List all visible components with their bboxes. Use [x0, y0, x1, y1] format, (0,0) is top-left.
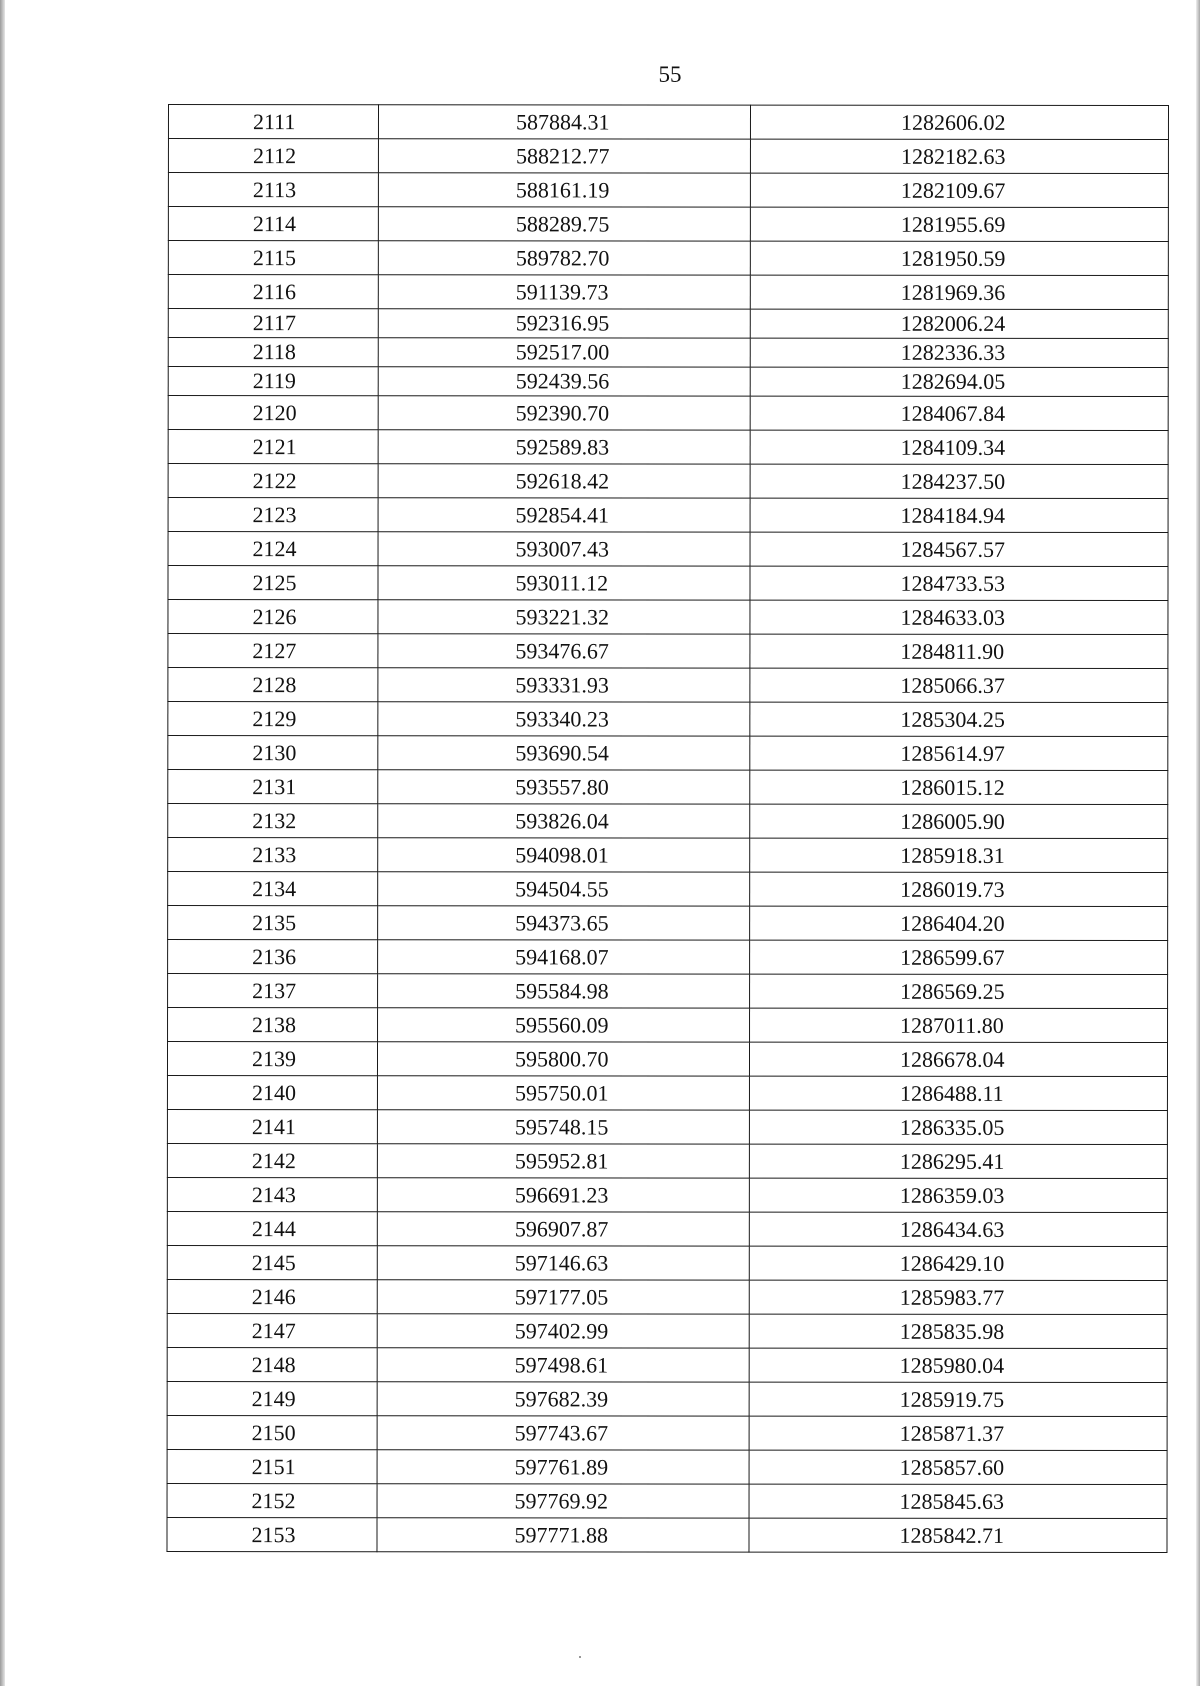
x-coordinate-cell: 593690.54: [378, 736, 750, 770]
y-coordinate-cell: 1282606.02: [750, 105, 1168, 139]
point-id-cell: 2122: [168, 464, 378, 498]
x-coordinate-cell: 597743.67: [377, 1416, 749, 1450]
x-coordinate-cell: 592517.00: [378, 338, 750, 367]
x-coordinate-cell: 593557.80: [378, 770, 750, 804]
table-row: [167, 1211, 1167, 1246]
table-row: [168, 770, 1168, 805]
x-coordinate-cell: 597769.92: [377, 1484, 749, 1518]
y-coordinate-cell: 1281950.59: [750, 241, 1168, 275]
page-number: 55: [658, 62, 682, 87]
x-coordinate-cell: 595584.98: [378, 974, 750, 1008]
table-row: [168, 668, 1168, 703]
point-id-cell: 2153: [167, 1517, 377, 1551]
table-row: [167, 1279, 1167, 1314]
table-row: [167, 1144, 1167, 1179]
y-coordinate-cell: 1285842.71: [749, 1518, 1167, 1552]
y-coordinate-cell: 1282336.33: [750, 338, 1168, 367]
x-coordinate-cell: 594373.65: [378, 906, 750, 940]
point-id-cell: 2150: [167, 1415, 377, 1449]
x-coordinate-cell: 588212.77: [378, 139, 750, 173]
point-id-cell: 2139: [167, 1042, 377, 1076]
table-row: [167, 1449, 1167, 1484]
y-coordinate-cell: 1285918.31: [750, 838, 1168, 872]
x-coordinate-cell: 596907.87: [377, 1212, 749, 1246]
y-coordinate-cell: 1286434.63: [749, 1212, 1167, 1246]
point-id-cell: 2131: [168, 770, 378, 804]
x-coordinate-cell: 593340.23: [378, 702, 750, 736]
table-row: [168, 600, 1168, 635]
table-row: [167, 1517, 1167, 1552]
x-coordinate-cell: 597682.39: [377, 1382, 749, 1416]
table-row: [167, 1245, 1167, 1280]
point-id-cell: 2114: [168, 207, 378, 241]
point-id-cell: 2116: [168, 275, 378, 309]
x-coordinate-cell: 588289.75: [378, 207, 750, 241]
coordinate-table-body: [167, 105, 1169, 1553]
y-coordinate-cell: 1281955.69: [750, 207, 1168, 241]
y-coordinate-cell: 1282694.05: [750, 367, 1168, 396]
point-id-cell: 2125: [168, 566, 378, 600]
x-coordinate-cell: 595750.01: [377, 1076, 749, 1110]
point-id-cell: 2134: [168, 872, 378, 906]
table-row: [167, 1483, 1167, 1518]
x-coordinate-cell: 588161.19: [378, 173, 750, 207]
table-row: [168, 396, 1168, 431]
point-id-cell: 2142: [167, 1144, 377, 1178]
table-row: [168, 498, 1168, 533]
point-id-cell: 2146: [167, 1279, 377, 1313]
table-row: [167, 1347, 1167, 1382]
table-row: [168, 804, 1168, 839]
point-id-cell: 2135: [168, 906, 378, 940]
x-coordinate-cell: 592854.41: [378, 498, 750, 532]
x-coordinate-cell: 592316.95: [378, 309, 750, 338]
point-id-cell: 2127: [168, 634, 378, 668]
x-coordinate-cell: 597146.63: [377, 1246, 749, 1280]
point-id-cell: 2136: [168, 940, 378, 974]
y-coordinate-cell: 1284633.03: [750, 600, 1168, 634]
table-row: [168, 634, 1168, 669]
y-coordinate-cell: 1286429.10: [749, 1246, 1167, 1280]
y-coordinate-cell: 1286599.67: [750, 940, 1168, 974]
table-row: [168, 309, 1168, 339]
table-row: [168, 566, 1168, 601]
y-coordinate-cell: 1284567.57: [750, 532, 1168, 566]
x-coordinate-cell: 595952.81: [377, 1144, 749, 1178]
table-row: [168, 532, 1168, 567]
x-coordinate-cell: 593011.12: [378, 566, 750, 600]
x-coordinate-cell: 587884.31: [378, 105, 750, 139]
x-coordinate-cell: 592589.83: [378, 430, 750, 464]
y-coordinate-cell: 1286019.73: [750, 872, 1168, 906]
x-coordinate-cell: 595560.09: [378, 1008, 750, 1042]
y-coordinate-cell: 1285066.37: [750, 668, 1168, 702]
y-coordinate-cell: 1286005.90: [750, 804, 1168, 838]
point-id-cell: 2130: [168, 736, 378, 770]
x-coordinate-cell: 593007.43: [378, 532, 750, 566]
point-id-cell: 2145: [167, 1245, 377, 1279]
y-coordinate-cell: 1286678.04: [749, 1042, 1167, 1076]
x-coordinate-cell: 595800.70: [377, 1042, 749, 1076]
y-coordinate-cell: 1285845.63: [749, 1484, 1167, 1518]
table-row: [168, 173, 1168, 208]
point-id-cell: 2140: [167, 1076, 377, 1110]
x-coordinate-cell: 593331.93: [378, 668, 750, 702]
point-id-cell: 2119: [168, 367, 378, 396]
table-row: [168, 464, 1168, 499]
y-coordinate-cell: 1285919.75: [749, 1382, 1167, 1416]
table-row: [167, 1110, 1167, 1145]
table-row: [168, 736, 1168, 771]
point-id-cell: 2148: [167, 1347, 377, 1381]
scan-right-edge: [1196, 0, 1200, 1686]
point-id-cell: 2120: [168, 396, 378, 430]
y-coordinate-cell: 1284067.84: [750, 396, 1168, 430]
point-id-cell: 2128: [168, 668, 378, 702]
table-row: [168, 1008, 1168, 1043]
point-id-cell: 2133: [168, 838, 378, 872]
table-row: [167, 1381, 1167, 1416]
table-row: [168, 906, 1168, 941]
point-id-cell: 2112: [168, 139, 378, 173]
table-row: [168, 338, 1168, 368]
x-coordinate-cell: 594504.55: [378, 872, 750, 906]
table-row: [168, 105, 1168, 140]
point-id-cell: 2149: [167, 1381, 377, 1415]
x-coordinate-cell: 597771.88: [377, 1518, 749, 1552]
y-coordinate-cell: 1286359.03: [749, 1178, 1167, 1212]
point-id-cell: 2137: [168, 974, 378, 1008]
y-coordinate-cell: 1286015.12: [750, 770, 1168, 804]
y-coordinate-cell: 1285983.77: [749, 1280, 1167, 1314]
x-coordinate-cell: 593476.67: [378, 634, 750, 668]
point-id-cell: 2124: [168, 532, 378, 566]
y-coordinate-cell: 1286335.05: [749, 1110, 1167, 1144]
y-coordinate-cell: 1284109.34: [750, 430, 1168, 464]
table-row: [168, 838, 1168, 873]
y-coordinate-cell: 1285304.25: [750, 702, 1168, 736]
point-id-cell: 2118: [168, 338, 378, 367]
point-id-cell: 2143: [167, 1177, 377, 1211]
x-coordinate-cell: 594098.01: [378, 838, 750, 872]
scan-speck: [579, 1656, 581, 1658]
point-id-cell: 2132: [168, 804, 378, 838]
table-row: [167, 1313, 1167, 1348]
table-row: [167, 1042, 1167, 1077]
x-coordinate-cell: 597402.99: [377, 1314, 749, 1348]
table-row: [167, 1076, 1167, 1111]
point-id-cell: 2138: [168, 1008, 378, 1042]
table-row: [167, 1415, 1167, 1450]
point-id-cell: 2151: [167, 1449, 377, 1483]
point-id-cell: 2117: [168, 309, 378, 338]
y-coordinate-cell: 1284184.94: [750, 498, 1168, 532]
point-id-cell: 2144: [167, 1211, 377, 1245]
y-coordinate-cell: 1286404.20: [750, 906, 1168, 940]
point-id-cell: 2152: [167, 1483, 377, 1517]
coordinate-table-wrapper: [166, 104, 1168, 1553]
table-row: [168, 207, 1168, 242]
y-coordinate-cell: 1284237.50: [750, 464, 1168, 498]
x-coordinate-cell: 597498.61: [377, 1348, 749, 1382]
x-coordinate-cell: 592618.42: [378, 464, 750, 498]
table-row: [168, 139, 1168, 174]
table-row: [168, 974, 1168, 1009]
table-row: [168, 241, 1168, 276]
y-coordinate-cell: 1286569.25: [750, 974, 1168, 1008]
y-coordinate-cell: 1286488.11: [749, 1076, 1167, 1110]
y-coordinate-cell: 1282109.67: [750, 173, 1168, 207]
y-coordinate-cell: 1285857.60: [749, 1450, 1167, 1484]
x-coordinate-cell: 595748.15: [377, 1110, 749, 1144]
y-coordinate-cell: 1282006.24: [750, 309, 1168, 338]
table-row: [167, 1177, 1167, 1212]
table-row: [168, 872, 1168, 907]
y-coordinate-cell: 1281969.36: [750, 275, 1168, 309]
point-id-cell: 2121: [168, 430, 378, 464]
x-coordinate-cell: 593221.32: [378, 600, 750, 634]
y-coordinate-cell: 1285614.97: [750, 736, 1168, 770]
table-row: [168, 702, 1168, 737]
scan-left-edge: [0, 0, 5, 1686]
x-coordinate-cell: 592390.70: [378, 396, 750, 430]
point-id-cell: 2126: [168, 600, 378, 634]
point-id-cell: 2113: [168, 173, 378, 207]
point-id-cell: 2123: [168, 498, 378, 532]
y-coordinate-cell: 1284733.53: [750, 566, 1168, 600]
point-id-cell: 2147: [167, 1313, 377, 1347]
y-coordinate-cell: 1285871.37: [749, 1416, 1167, 1450]
y-coordinate-cell: 1287011.80: [750, 1008, 1168, 1042]
x-coordinate-cell: 596691.23: [377, 1178, 749, 1212]
point-id-cell: 2115: [168, 241, 378, 275]
y-coordinate-cell: 1282182.63: [750, 139, 1168, 173]
table-row: [168, 275, 1168, 310]
y-coordinate-cell: 1286295.41: [749, 1144, 1167, 1178]
point-id-cell: 2129: [168, 702, 378, 736]
coordinate-table: [166, 104, 1169, 1553]
x-coordinate-cell: 591139.73: [378, 275, 750, 309]
table-row: [168, 940, 1168, 975]
y-coordinate-cell: 1285980.04: [749, 1348, 1167, 1382]
y-coordinate-cell: 1285835.98: [749, 1314, 1167, 1348]
x-coordinate-cell: 594168.07: [378, 940, 750, 974]
point-id-cell: 2141: [167, 1110, 377, 1144]
x-coordinate-cell: 589782.70: [378, 241, 750, 275]
x-coordinate-cell: 597177.05: [377, 1280, 749, 1314]
x-coordinate-cell: 592439.56: [378, 367, 750, 396]
table-row: [168, 367, 1168, 397]
table-row: [168, 430, 1168, 465]
point-id-cell: 2111: [168, 105, 378, 139]
x-coordinate-cell: 593826.04: [378, 804, 750, 838]
y-coordinate-cell: 1284811.90: [750, 634, 1168, 668]
x-coordinate-cell: 597761.89: [377, 1450, 749, 1484]
